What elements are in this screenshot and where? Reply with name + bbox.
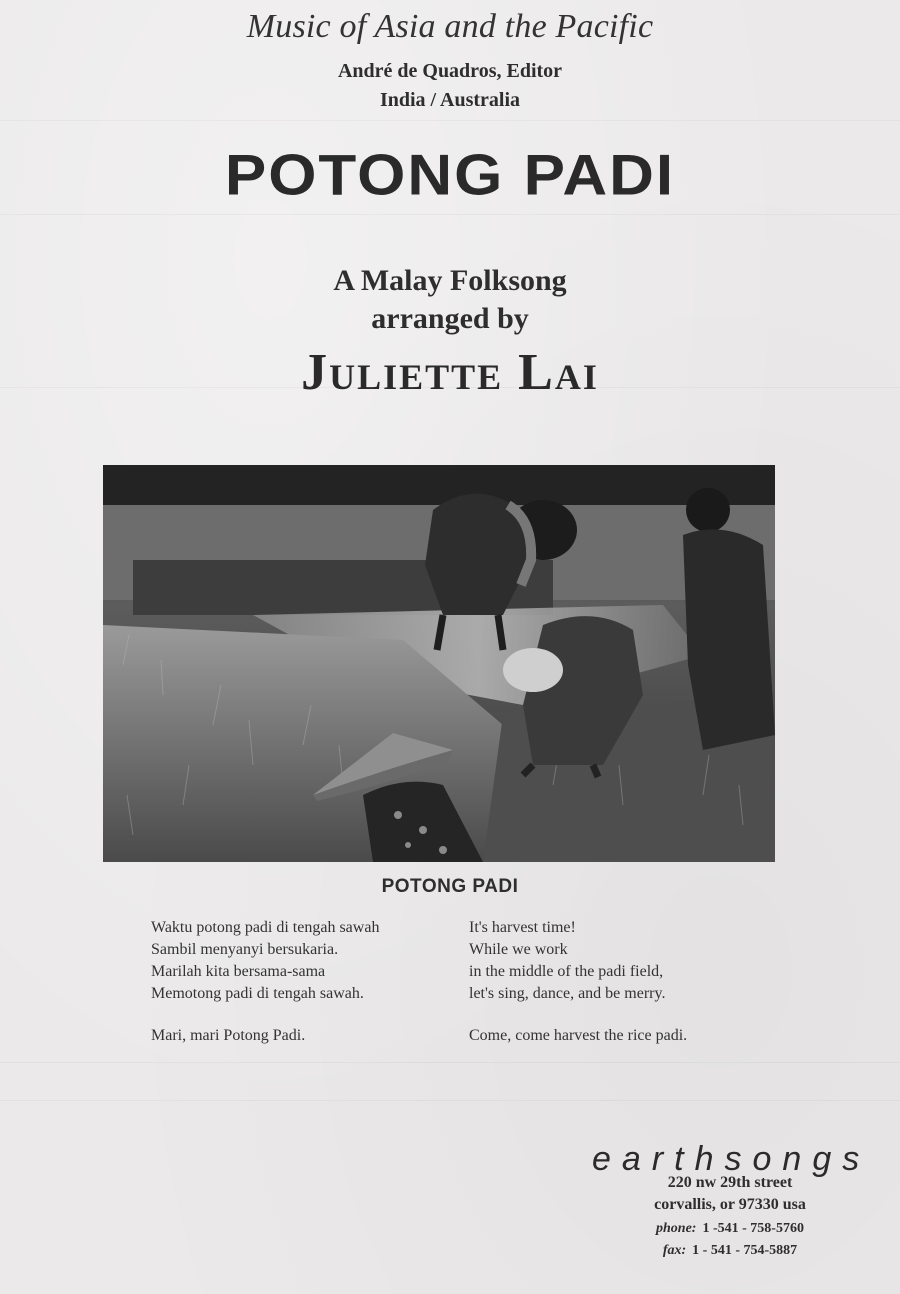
publisher-address-line1: 220 nw 29th street [667, 1174, 793, 1191]
song-title: POTONG PADI [224, 143, 676, 208]
english-refrain: Come, come harvest the rice padi. [469, 1027, 688, 1044]
malay-refrain: Mari, mari Potong Padi. [151, 1027, 306, 1044]
english-lyrics [469, 917, 687, 1047]
fax-label: fax: [662, 1243, 687, 1258]
fax-number: 1 - 541 - 754-5887 [692, 1243, 798, 1258]
english-line: let's sing, dance, and be merry. [469, 985, 666, 1002]
phone-number: 1 -541 - 758-5760 [702, 1221, 804, 1236]
publisher-name: earthsongs [592, 1140, 871, 1178]
publisher-address-line2: corvallis, or 97330 usa [654, 1196, 806, 1213]
malay-line: Marilah kita bersama-sama [151, 963, 326, 980]
phone-label: phone: [656, 1221, 697, 1236]
editor-credit: André de Quadros, Editor [337, 60, 563, 82]
english-line: It's harvest time! [469, 919, 576, 936]
poem-title: POTONG PADI [381, 876, 519, 897]
publisher-phone [600, 1221, 860, 1237]
malay-line: Waktu potong padi di tengah sawah [151, 919, 380, 936]
song-subtitle: A Malay Folksong [333, 264, 567, 297]
english-line: While we work [469, 941, 568, 958]
malay-lyrics [151, 917, 379, 1047]
arranged-by-label: arranged by [371, 302, 529, 335]
series-title: Music of Asia and the Pacific [246, 8, 654, 45]
rice-field-photo [103, 465, 775, 862]
publisher-fax [600, 1243, 860, 1259]
malay-line: Memotong padi di tengah sawah. [151, 985, 364, 1002]
english-line: in the middle of the padi field, [469, 963, 664, 980]
arranger-name: Juliette Lai [301, 344, 599, 401]
malay-line: Sambil menyanyi bersukaria. [151, 941, 339, 958]
region-label: India / Australia [379, 89, 521, 111]
